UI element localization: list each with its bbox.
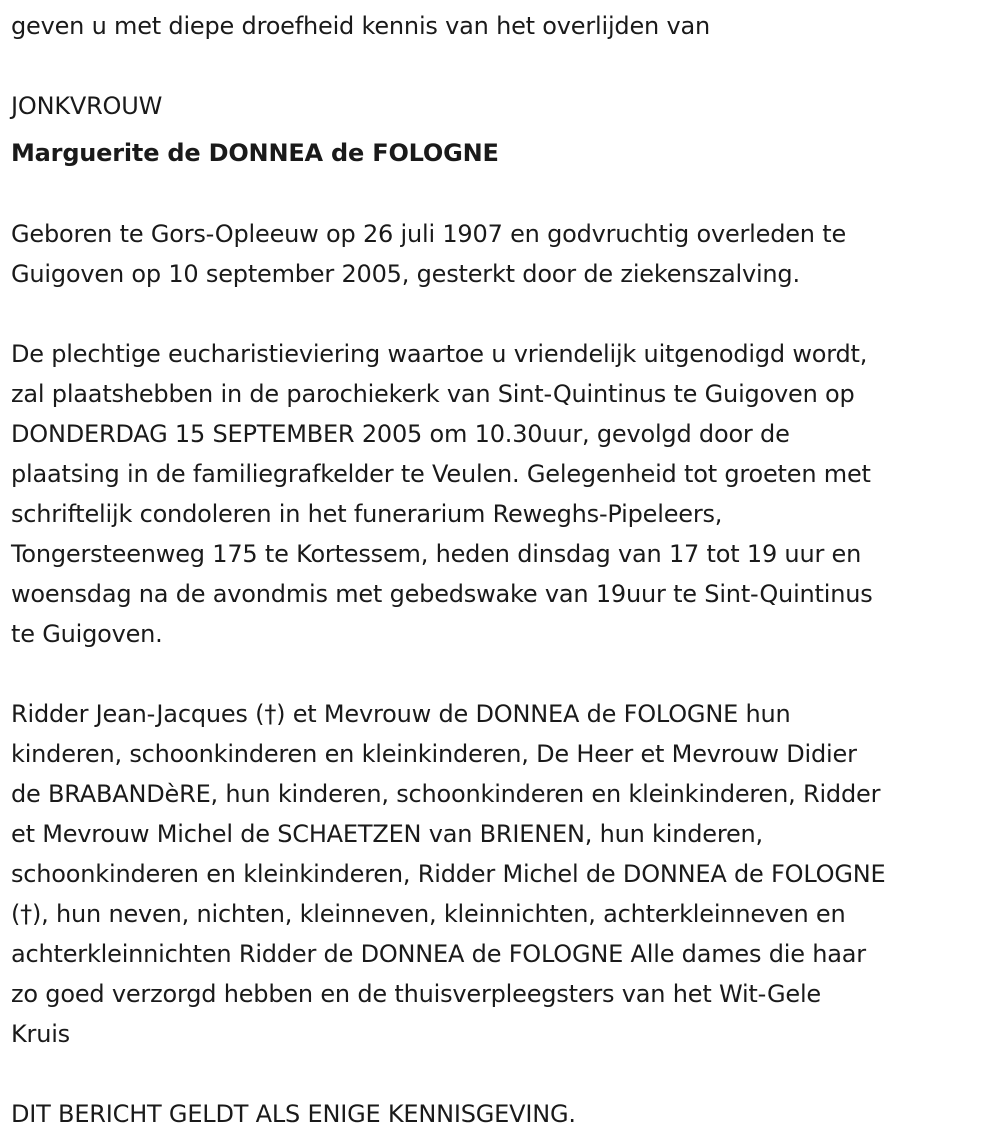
birth-death-paragraph: Geboren te Gors-Opleeuw op 26 juli 1907 en godvruchtig overleden te Guigoven op 10 september 2005, gesterkt door de ziekenszalving. [11,220,847,288]
ceremony-paragraph: De plechtige eucharistieviering waartoe u vriendelijk uitgenodigd wordt, zal plaatshebben in de parochiekerk van Sint-Quintinus te Guigoven op DONDERDAG 15 SEPTEMBER 2005 om 10.30uur, gevolgd door de plaatsing in de familiegrafkelder te Veulen. Gelegenheid tot groeten met schriftelijk condoleren in het funerarium Reweghs-Pipeleers, Tongersteenweg 175 te Kortessem, heden dinsdag van 17 tot 19 uur en woensdag na de avondmis met gebedswake van 19uur te Sint-Quintinus te Guigoven. [11,340,873,648]
deceased-name: Marguerite de DONNEA de FOLOGNE [11,139,499,167]
closing-notice: DIT BERICHT GELDT ALS ENIGE KENNISGEVING. [11,1100,576,1128]
honorific-title: JONKVROUW [11,92,163,120]
intro-text: geven u met diepe droefheid kennis van het overlijden van [11,12,710,40]
family-paragraph: Ridder Jean-Jacques (†) et Mevrouw de DONNEA de FOLOGNE hun kinderen, schoonkinderen en kleinkinderen, De Heer et Mevrouw Didier de BRABANDèRE, hun kinderen, schoonkinderen en kleinkinderen, Ridder et Mevrouw Michel de SCHAETZEN van BRIENEN, hun kinderen, schoonkinderen en kleinkinderen, Ridder Michel de DONNEA de FOLOGNE (†), hun neven, nichten, kleinneven, kleinnichten, achterkleinneven en achterkleinnichten Ridder de DONNEA de FOLOGNE Alle dames die haar zo goed verzorgd hebben en de thuisverpleegsters van het Wit-Gele Kruis [11,700,886,1048]
